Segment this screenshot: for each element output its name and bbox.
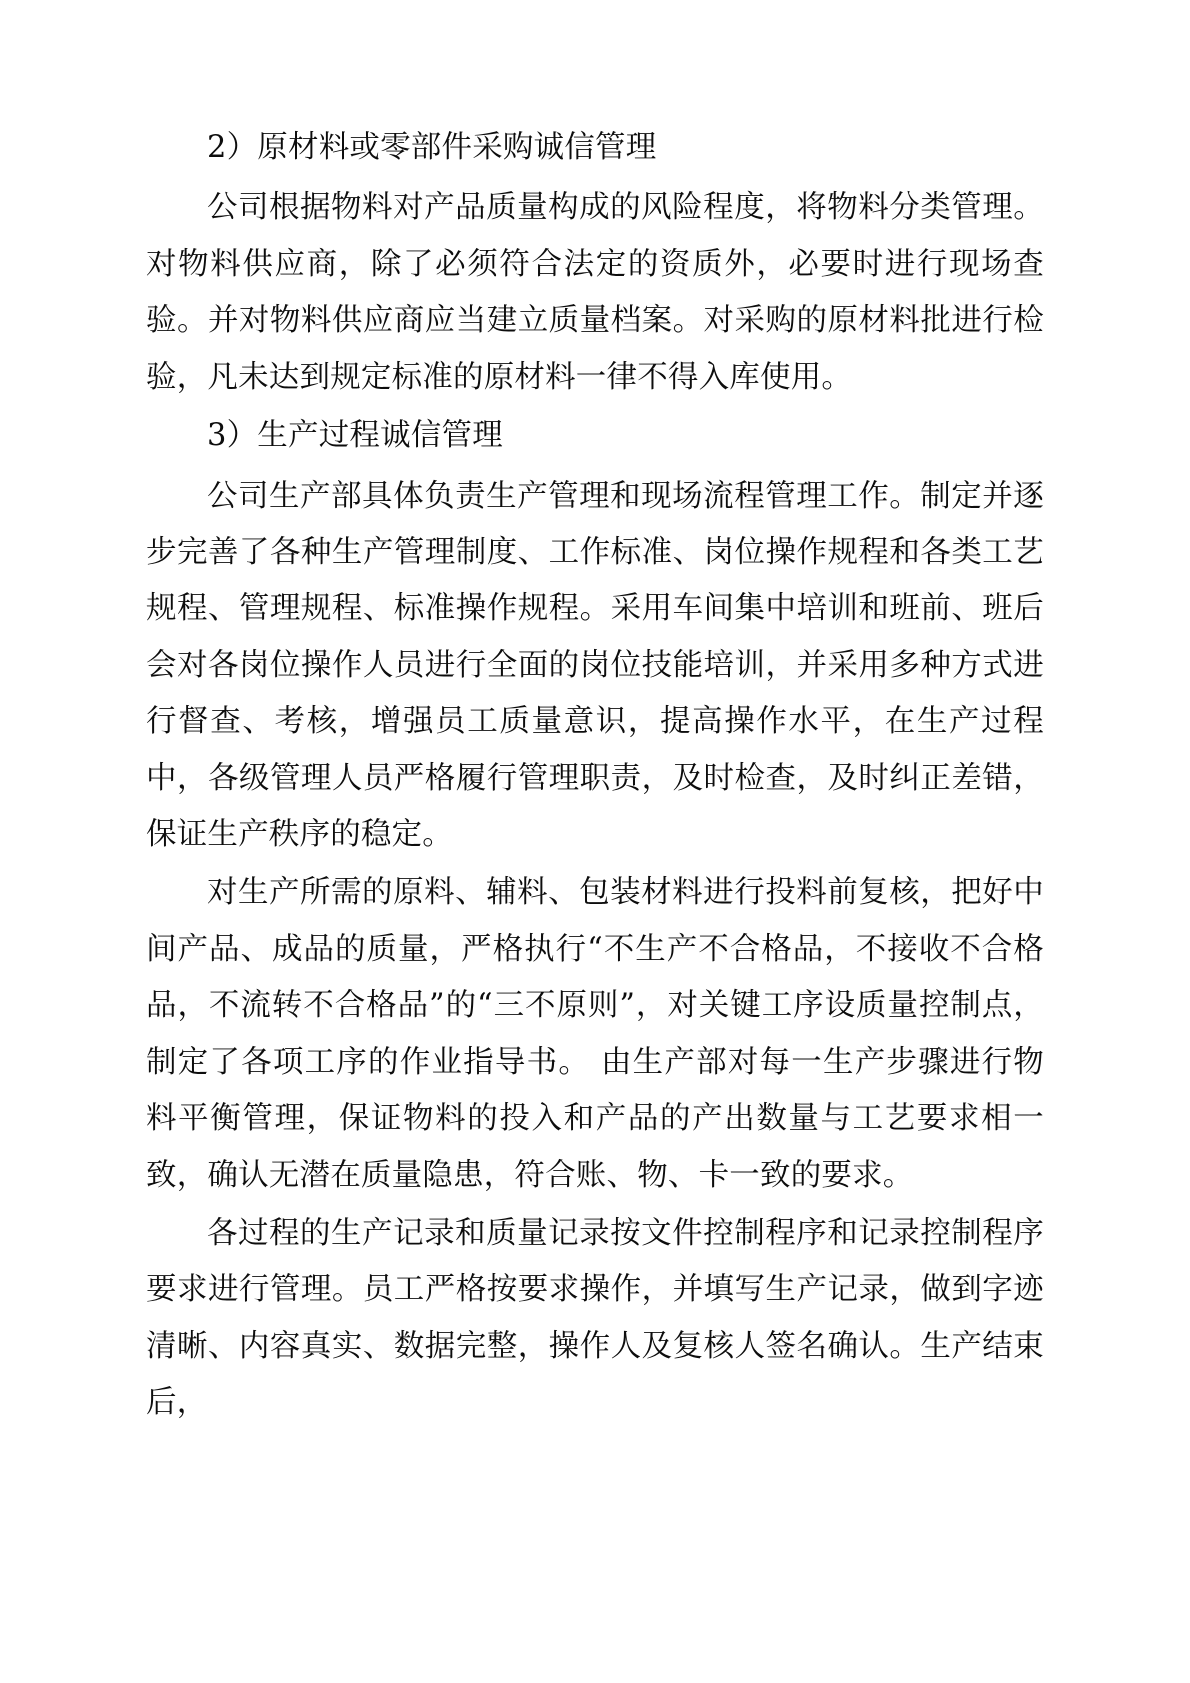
paragraph-section-3-body-1: 公司生产部具体负责生产管理和现场流程管理工作。制定并逐步完善了各种生产管理制度、工作标准、岗位操作规程和各类工艺规程、管理规程、标准操作规程。采用车间集中培训和班前、班后会对各岗位操作人员进行全面的岗位技能培训，并采用多种方式进行督查、考核，增强员工质量意识，提高操作水平，在生产过程中，各级管理人员严格履行管理职责，及时检查，及时纠正差错，保证生产秩序的稳定。 <box>146 478 1044 853</box>
paragraph-section-3-body-3: 各过程的生产记录和质量记录按文件控制程序和记录控制程序要求进行管理。员工严格按要求操作，并填写生产记录，做到字迹清晰、内容真实、数据完整，操作人及复核人签名确认。生产结束后， <box>146 1216 1044 1421</box>
paragraph-section-2-heading: 2）原材料或零部件采购诚信管理 <box>207 130 657 165</box>
paragraph-section-3-heading: 3）生产过程诚信管理 <box>207 418 503 454</box>
document-body <box>146 120 1044 1432</box>
paragraph-section-2-body: 公司根据物料对产品质量构成的风险程度，将物料分类管理。对物料供应商，除了必须符合法定的资质外，必要时进行现场查验。并对物料供应商应当建立质量档案。对采购的原材料批进行检验，凡未达到规定标准的原材料一律不得入库使用。 <box>146 190 1044 395</box>
paragraph-section-3-body-2: 对生产所需的原料、辅料、包装材料进行投料前复核，把好中间产品、成品的质量，严格执行“不生产不合格品，不接收不合格品，不流转不合格品”的“三不原则”，对关键工序设质量控制点，制定了各项工序的作业指导书。 由生产部对每一生产步骤进行物料平衡管理，保证物料的投入和产品的产出数量与工艺要求相一致，确认无潜在质量隐患，符合账、物、卡一致的要求。 <box>146 875 1044 1193</box>
